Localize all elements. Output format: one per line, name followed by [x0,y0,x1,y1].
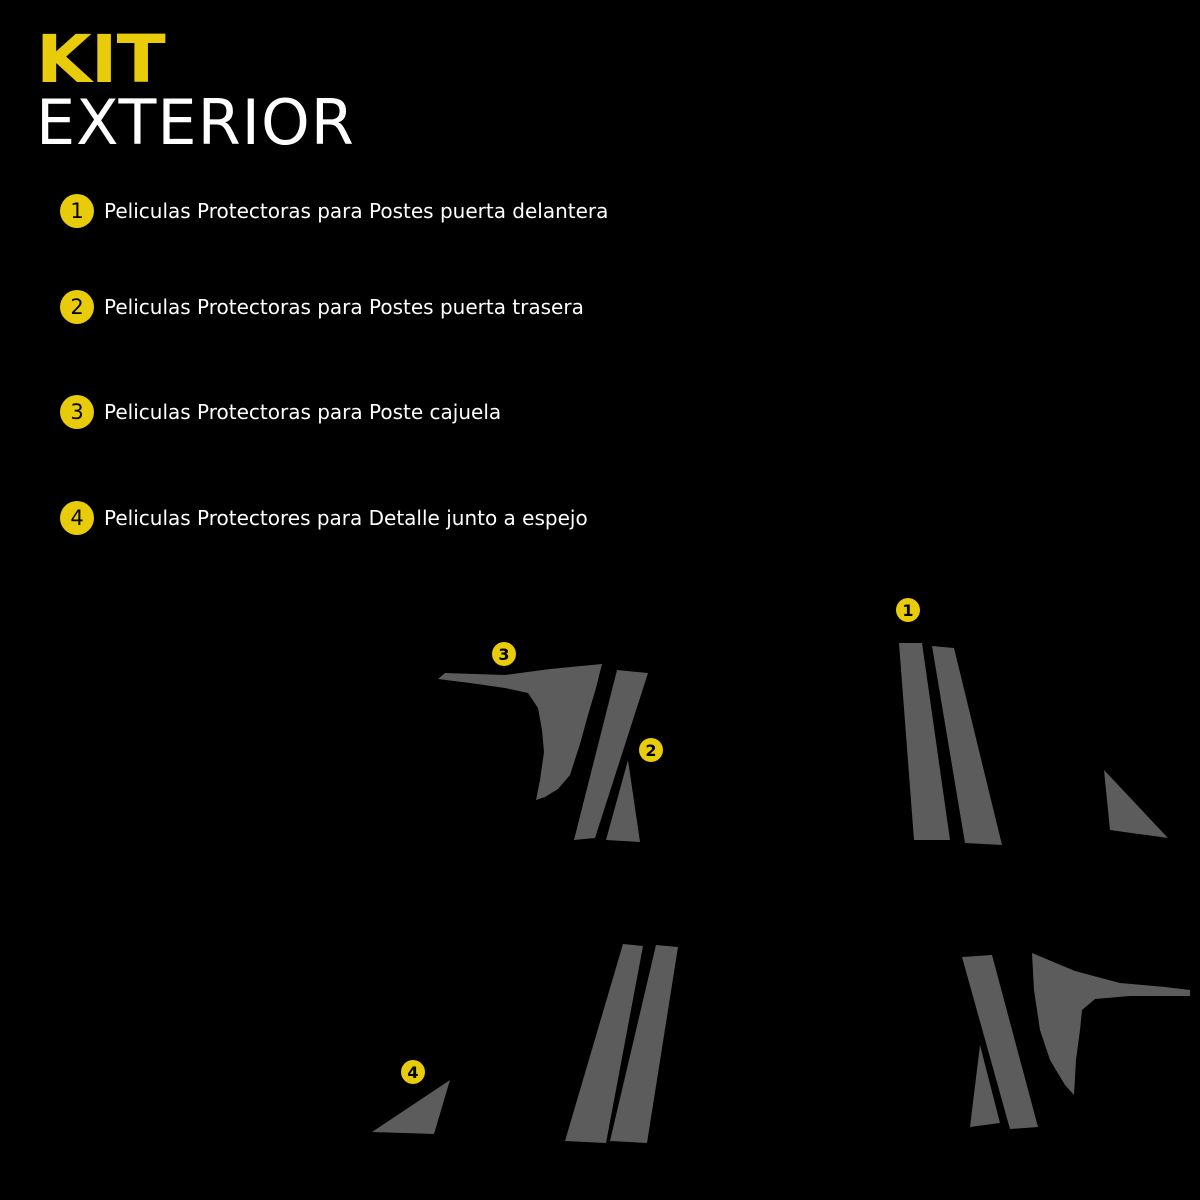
marker-2-number: 2 [645,741,657,760]
marker-2 [639,738,663,762]
film-piece-trunk-post-mirror [1032,953,1190,1095]
number-badge-3: 3 [60,395,94,429]
marker-1-number: 1 [902,601,914,620]
item-label-1: Peliculas Protectoras para Postes puerta delantera [104,199,609,223]
marker-3 [492,642,516,666]
marker-1 [896,598,920,622]
item-label-3: Peliculas Protectoras para Poste cajuela [104,400,502,424]
page-title-kit: KIT [36,20,165,98]
marker-3-number: 3 [498,645,510,664]
number-badge-1: 1 [60,194,94,228]
item-label-4: Peliculas Protectores para Detalle junto a espejo [104,506,588,530]
number-badge-2: 2 [60,290,94,324]
number-badge-4: 4 [60,501,94,535]
item-label-2: Peliculas Protectoras para Postes puerta trasera [104,295,584,319]
film-piece-trunk-post [438,664,602,800]
marker-4-number: 4 [407,1063,419,1082]
marker-4 [401,1060,425,1084]
page-title-exterior: EXTERIOR [36,86,355,159]
film-piece-mirror-detail [372,1080,450,1134]
film-piece-front-corner [1104,770,1168,838]
